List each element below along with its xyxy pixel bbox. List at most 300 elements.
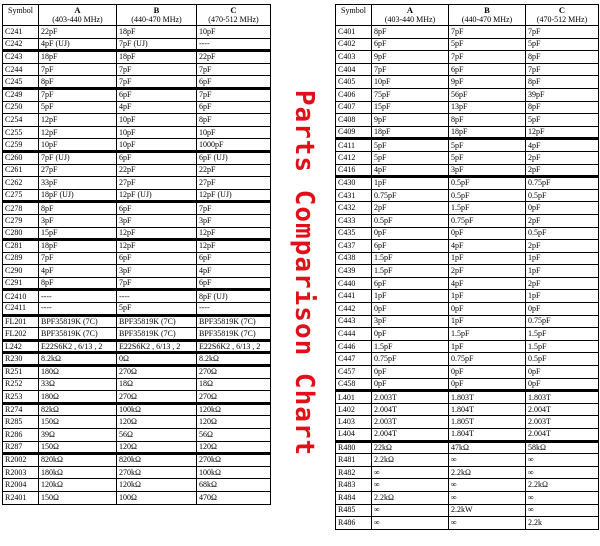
symbol-cell: C406 xyxy=(336,88,372,101)
band-b-value: 270Ω xyxy=(117,366,197,379)
table-row xyxy=(3,240,271,253)
symbol-cell: C403 xyxy=(336,51,372,64)
band-c-value: 2pF xyxy=(526,164,599,177)
band-a-value: 12pF xyxy=(39,114,117,127)
symbol-cell: R252 xyxy=(3,378,39,391)
symbol-cell: C440 xyxy=(336,277,372,290)
table-row xyxy=(3,88,271,101)
table-row xyxy=(336,126,599,139)
table-row xyxy=(3,214,271,227)
band-c-value: ∞ xyxy=(526,504,599,517)
symbol-cell: C281 xyxy=(3,240,39,253)
band-c-value: 56Ω xyxy=(197,429,271,442)
band-c-value: 0.5pF xyxy=(526,189,599,202)
symbol-cell: C259 xyxy=(3,139,39,152)
band-b-value: 1.804T xyxy=(449,429,526,442)
band-a-value: ∞ xyxy=(372,479,449,492)
band-c-value: 1pF xyxy=(526,252,599,265)
symbol-cell: C404 xyxy=(336,63,372,76)
band-a-value: ---- xyxy=(39,290,117,303)
band-a-value: 8pF xyxy=(39,277,117,290)
band-a-value: 2.003T xyxy=(372,391,449,404)
band-c-value: 0pF xyxy=(526,303,599,316)
column-b-band: (440-470 MHz) xyxy=(131,15,182,24)
symbol-cell: L404 xyxy=(336,429,372,442)
table-row xyxy=(336,353,599,366)
band-c-value: BPF35819K (7C) xyxy=(197,315,271,328)
column-b-band: (440-470 MHz) xyxy=(461,15,513,24)
band-c-value: 6pF xyxy=(197,76,271,89)
column-c-letter: C xyxy=(558,5,566,15)
band-a-value: 0.75pF xyxy=(372,353,449,366)
band-a-value: 1.5pF xyxy=(372,252,449,265)
table-row xyxy=(336,378,599,391)
band-c-value: 12pF (UJ) xyxy=(197,189,271,202)
band-b-value: 7pF xyxy=(449,26,526,39)
table-row xyxy=(336,76,599,89)
table-row xyxy=(336,51,599,64)
band-b-value: 7pF xyxy=(117,76,197,89)
band-c-value: 12pF xyxy=(197,227,271,240)
band-c-value: 2pF xyxy=(526,151,599,164)
vertical-side-label: Parts Comparison Chart xyxy=(289,89,319,457)
column-a-letter: A xyxy=(406,5,414,15)
table-row xyxy=(336,403,599,416)
symbol-cell: C435 xyxy=(336,227,372,240)
symbol-cell: R230 xyxy=(3,353,39,366)
table-row xyxy=(3,189,271,202)
table-row xyxy=(336,466,599,479)
band-c-value: 270kΩ xyxy=(197,454,271,467)
band-a-value: 7pF xyxy=(39,63,117,76)
band-c-value: 470Ω xyxy=(197,491,271,504)
table-row xyxy=(336,366,599,379)
column-b-letter: B xyxy=(484,5,490,15)
table-row xyxy=(336,214,599,227)
band-c-value: 8.2kΩ xyxy=(197,353,271,366)
symbol-cell: C280 xyxy=(3,227,39,240)
table-row xyxy=(336,491,599,504)
band-a-value: 8.2kΩ xyxy=(39,353,117,366)
band-b-value: BPF35819K (7C) xyxy=(117,328,197,341)
column-a-letter: A xyxy=(74,5,81,15)
band-b-value: 12pF (UJ) xyxy=(117,189,197,202)
table-row xyxy=(336,240,599,253)
symbol-cell: C402 xyxy=(336,38,372,51)
band-a-value: 2.2kΩ xyxy=(372,454,449,467)
table-row xyxy=(336,164,599,177)
symbol-cell: C411 xyxy=(336,139,372,152)
band-b-value: ∞ xyxy=(449,491,526,504)
column-a-header xyxy=(39,5,117,26)
band-c-value: 6pF xyxy=(197,252,271,265)
table-row xyxy=(3,353,271,366)
band-a-value: ∞ xyxy=(372,517,449,530)
left-parts-table xyxy=(2,4,271,505)
band-c-value: 4pF xyxy=(526,139,599,152)
symbol-cell: C241 xyxy=(3,26,39,39)
band-a-value: 39Ω xyxy=(39,429,117,442)
band-a-value: BPF35819K (7C) xyxy=(39,328,117,341)
band-b-value: 18pF xyxy=(449,126,526,139)
table-row xyxy=(3,177,271,190)
band-c-value: 22pF xyxy=(197,164,271,177)
band-b-value: ---- xyxy=(117,290,197,303)
symbol-cell: C438 xyxy=(336,252,372,265)
band-b-value: 10pF xyxy=(117,126,197,139)
band-c-value: ---- xyxy=(197,303,271,316)
symbol-cell: C433 xyxy=(336,214,372,227)
band-a-value: 15pF xyxy=(39,227,117,240)
symbol-cell: C254 xyxy=(3,114,39,127)
table-row xyxy=(3,277,271,290)
symbol-cell: C444 xyxy=(336,328,372,341)
band-b-value: 56pF xyxy=(449,88,526,101)
band-b-value: 9pF xyxy=(449,76,526,89)
band-a-value: 15pF xyxy=(372,101,449,114)
table-row xyxy=(336,265,599,278)
band-a-value: 4pF xyxy=(39,265,117,278)
symbol-cell: C408 xyxy=(336,114,372,127)
symbol-cell: C447 xyxy=(336,353,372,366)
band-b-value: 0.5pF xyxy=(449,189,526,202)
band-b-value: 1.5pF xyxy=(449,202,526,215)
column-a-header xyxy=(372,5,449,26)
band-a-value: BPF35819K (7C) xyxy=(39,315,117,328)
table-row xyxy=(3,38,271,51)
band-a-value: 5pF xyxy=(372,139,449,152)
table-row xyxy=(336,315,599,328)
band-a-value: 6pF xyxy=(372,240,449,253)
band-b-value: 2pF xyxy=(449,265,526,278)
band-b-value: 0pF xyxy=(449,378,526,391)
table-row xyxy=(3,227,271,240)
band-b-value: 1.803T xyxy=(449,391,526,404)
band-c-value: 2.004T xyxy=(526,429,599,442)
band-a-value: 820kΩ xyxy=(39,454,117,467)
band-b-value: 7pF xyxy=(117,63,197,76)
band-c-value: 1.5pF xyxy=(526,340,599,353)
band-b-value: 270Ω xyxy=(117,391,197,404)
band-c-value: 100kΩ xyxy=(197,466,271,479)
band-b-value: 4pF xyxy=(117,101,197,114)
band-c-value: 8pF xyxy=(526,76,599,89)
table-row xyxy=(3,26,271,39)
symbol-cell: L402 xyxy=(336,403,372,416)
band-a-value: 150Ω xyxy=(39,441,117,454)
symbol-cell: C401 xyxy=(336,26,372,39)
band-a-value: 1.5pF xyxy=(372,265,449,278)
symbol-cell: C431 xyxy=(336,189,372,202)
symbol-cell: FL202 xyxy=(3,328,39,341)
band-a-value: 180kΩ xyxy=(39,466,117,479)
band-a-value: 18pF xyxy=(39,51,117,64)
symbol-cell: C443 xyxy=(336,315,372,328)
table-row xyxy=(3,416,271,429)
band-b-value: 120Ω xyxy=(117,416,197,429)
band-b-value: 22pF xyxy=(117,164,197,177)
column-c-band: (470-512 MHz) xyxy=(536,15,588,24)
symbol-cell: R482 xyxy=(336,466,372,479)
symbol-cell: L401 xyxy=(336,391,372,404)
band-b-value: 0.75pF xyxy=(449,353,526,366)
band-c-value: 12pF xyxy=(197,240,271,253)
table-row xyxy=(3,101,271,114)
table-row xyxy=(336,479,599,492)
band-a-value: 8pF xyxy=(39,202,117,215)
band-b-value: 0.5pF xyxy=(449,177,526,190)
band-a-value: 150Ω xyxy=(39,491,117,504)
band-b-value: 47kΩ xyxy=(449,441,526,454)
band-b-value: 2.2kΩ xyxy=(449,466,526,479)
band-a-value: 9pF xyxy=(372,114,449,127)
band-c-value: 2pF xyxy=(526,214,599,227)
band-a-value: 150Ω xyxy=(39,416,117,429)
table-row xyxy=(336,340,599,353)
band-b-value: 0pF xyxy=(449,366,526,379)
symbol-cell: C245 xyxy=(3,76,39,89)
symbol-cell: C289 xyxy=(3,252,39,265)
symbol-cell: R286 xyxy=(3,429,39,442)
symbol-cell: C262 xyxy=(3,177,39,190)
table-row xyxy=(336,441,599,454)
band-a-value: 0pF xyxy=(372,227,449,240)
table-row xyxy=(336,252,599,265)
symbol-cell: C249 xyxy=(3,88,39,101)
table-row xyxy=(336,26,599,39)
band-c-value: 0.75pF xyxy=(526,315,599,328)
band-a-value: 2.2kΩ xyxy=(372,491,449,504)
band-a-value: 75pF xyxy=(372,88,449,101)
table-row xyxy=(3,454,271,467)
band-c-value: ∞ xyxy=(526,491,599,504)
column-c-header xyxy=(197,5,271,26)
band-c-value: E22S6K2 , 6/13 , 2 xyxy=(197,340,271,353)
band-c-value: 10pF xyxy=(197,26,271,39)
band-a-value: 4pF xyxy=(372,164,449,177)
table-row xyxy=(3,51,271,64)
band-a-value: 18pF (UJ) xyxy=(39,189,117,202)
table-row xyxy=(3,63,271,76)
symbol-cell: R481 xyxy=(336,454,372,467)
band-c-value: 1.803T xyxy=(526,391,599,404)
symbol-cell: R486 xyxy=(336,517,372,530)
band-a-value: 1.5pF xyxy=(372,340,449,353)
band-c-value: 1pF xyxy=(526,265,599,278)
band-b-value: 56Ω xyxy=(117,429,197,442)
symbol-cell: R483 xyxy=(336,479,372,492)
band-c-value: 120Ω xyxy=(197,416,271,429)
band-a-value: 0pF xyxy=(372,303,449,316)
table-row xyxy=(336,277,599,290)
band-b-value: 12pF xyxy=(117,240,197,253)
band-a-value: 8pF xyxy=(39,76,117,89)
band-c-value: 10pF xyxy=(197,126,271,139)
band-c-value: 4pF xyxy=(197,265,271,278)
band-b-value: 8pF xyxy=(449,114,526,127)
band-c-value: 12pF xyxy=(526,126,599,139)
symbol-cell: R274 xyxy=(3,403,39,416)
table-row xyxy=(336,303,599,316)
symbol-cell: C260 xyxy=(3,151,39,164)
band-c-value: 7pF xyxy=(197,202,271,215)
band-c-value: 0.5pF xyxy=(526,353,599,366)
band-a-value: 18pF xyxy=(372,126,449,139)
symbol-cell: C250 xyxy=(3,101,39,114)
table-row xyxy=(336,177,599,190)
symbol-cell: R285 xyxy=(3,416,39,429)
band-c-value: 8pF xyxy=(526,101,599,114)
band-c-value: 120Ω xyxy=(197,441,271,454)
symbol-cell: C442 xyxy=(336,303,372,316)
band-b-value: 0Ω xyxy=(117,353,197,366)
table-row xyxy=(336,202,599,215)
band-c-value: 6pF xyxy=(197,277,271,290)
band-a-value: 18pF xyxy=(39,240,117,253)
symbol-cell: R253 xyxy=(3,391,39,404)
table-row xyxy=(3,252,271,265)
band-a-value: 2pF xyxy=(372,202,449,215)
band-a-value: 1pF xyxy=(372,177,449,190)
band-a-value: E22S6K2 , 6/13 , 2 xyxy=(39,340,117,353)
symbol-cell: C407 xyxy=(336,101,372,114)
table-row xyxy=(3,76,271,89)
band-a-value: 10pF xyxy=(39,139,117,152)
band-c-value: 7pF xyxy=(197,88,271,101)
band-b-value: 6pF xyxy=(117,88,197,101)
symbol-cell: R287 xyxy=(3,441,39,454)
band-b-value: 18Ω xyxy=(117,378,197,391)
band-a-value: 0.75pF xyxy=(372,189,449,202)
band-c-value: ---- xyxy=(197,38,271,51)
symbol-cell: R2003 xyxy=(3,466,39,479)
band-a-value: 2.004T xyxy=(372,429,449,442)
symbol-cell: C446 xyxy=(336,340,372,353)
band-a-value: 180Ω xyxy=(39,366,117,379)
band-c-value: 58kΩ xyxy=(526,441,599,454)
symbol-cell: C243 xyxy=(3,51,39,64)
table-row xyxy=(3,340,271,353)
header-row xyxy=(336,5,599,26)
table-row xyxy=(3,139,271,152)
band-a-value: 3pF xyxy=(39,214,117,227)
table-row xyxy=(3,290,271,303)
table-row xyxy=(336,189,599,202)
band-a-value: 22kΩ xyxy=(372,441,449,454)
band-a-value: 12pF xyxy=(39,126,117,139)
symbol-cell: C261 xyxy=(3,164,39,177)
table-row xyxy=(3,151,271,164)
band-b-value: 6pF xyxy=(117,252,197,265)
band-a-value: 120kΩ xyxy=(39,479,117,492)
band-c-value: BPF35819K (7C) xyxy=(197,328,271,341)
band-c-value: 0pF xyxy=(526,202,599,215)
symbol-cell: L403 xyxy=(336,416,372,429)
band-b-value: 7pF xyxy=(449,51,526,64)
band-b-value: 0pF xyxy=(449,303,526,316)
table-row xyxy=(3,429,271,442)
table-row xyxy=(3,479,271,492)
band-a-value: 5pF xyxy=(372,151,449,164)
symbol-cell: C2410 xyxy=(3,290,39,303)
table-row xyxy=(3,164,271,177)
band-b-value: 6pF xyxy=(117,202,197,215)
band-c-value: ∞ xyxy=(526,466,599,479)
band-a-value: 82kΩ xyxy=(39,403,117,416)
band-b-value: 0pF xyxy=(449,227,526,240)
band-b-value: 18pF xyxy=(117,26,197,39)
band-a-value: 7pF (UJ) xyxy=(39,151,117,164)
band-b-value: 100Ω xyxy=(117,491,197,504)
table-row xyxy=(336,101,599,114)
band-a-value: 33pF xyxy=(39,177,117,190)
table-row xyxy=(336,290,599,303)
band-c-value: 2.003T xyxy=(526,416,599,429)
symbol-cell: C290 xyxy=(3,265,39,278)
band-c-value: 7pF xyxy=(526,63,599,76)
band-a-value: 0pF xyxy=(372,378,449,391)
column-c-letter: C xyxy=(230,5,237,15)
band-c-value: 5pF xyxy=(526,38,599,51)
table-row xyxy=(336,391,599,404)
symbol-cell: C255 xyxy=(3,126,39,139)
band-a-value: 27pF xyxy=(39,164,117,177)
table-row xyxy=(3,366,271,379)
band-b-value: 4pF xyxy=(449,240,526,253)
symbol-cell: C409 xyxy=(336,126,372,139)
band-c-value: 22pF xyxy=(197,51,271,64)
band-c-value: 0pF xyxy=(526,366,599,379)
band-c-value: 1.5pF xyxy=(526,328,599,341)
table-row xyxy=(3,391,271,404)
band-a-value: 33Ω xyxy=(39,378,117,391)
symbol-cell: C244 xyxy=(3,63,39,76)
band-b-value: 0.75pF xyxy=(449,214,526,227)
table-row xyxy=(3,403,271,416)
column-a-band: (403-440 MHz) xyxy=(384,15,436,24)
symbol-cell: C291 xyxy=(3,277,39,290)
band-c-value: 7pF xyxy=(197,63,271,76)
table-row xyxy=(3,315,271,328)
header-row xyxy=(3,5,271,26)
column-b-header xyxy=(449,5,526,26)
band-c-value: 270Ω xyxy=(197,366,271,379)
symbol-cell: C432 xyxy=(336,202,372,215)
band-b-value: 1.805T xyxy=(449,416,526,429)
table-row xyxy=(336,139,599,152)
symbol-cell: C416 xyxy=(336,164,372,177)
band-b-value: 10pF xyxy=(117,114,197,127)
band-b-value: 1.5pF xyxy=(449,328,526,341)
band-b-value: 1pF xyxy=(449,315,526,328)
band-c-value: 0pF xyxy=(526,378,599,391)
band-c-value: 8pF xyxy=(197,114,271,127)
table-row xyxy=(336,328,599,341)
symbol-cell: R485 xyxy=(336,504,372,517)
band-b-value: 27pF xyxy=(117,177,197,190)
band-c-value: 0.5pF xyxy=(526,227,599,240)
table-row xyxy=(336,454,599,467)
symbol-cell: R2004 xyxy=(3,479,39,492)
band-a-value: 8pF xyxy=(372,26,449,39)
band-a-value: 0pF xyxy=(372,366,449,379)
band-c-value: 7pF xyxy=(526,26,599,39)
band-a-value: ∞ xyxy=(372,504,449,517)
table-row xyxy=(336,416,599,429)
symbol-cell: C279 xyxy=(3,214,39,227)
symbol-cell: C457 xyxy=(336,366,372,379)
band-a-value: 6pF xyxy=(372,38,449,51)
